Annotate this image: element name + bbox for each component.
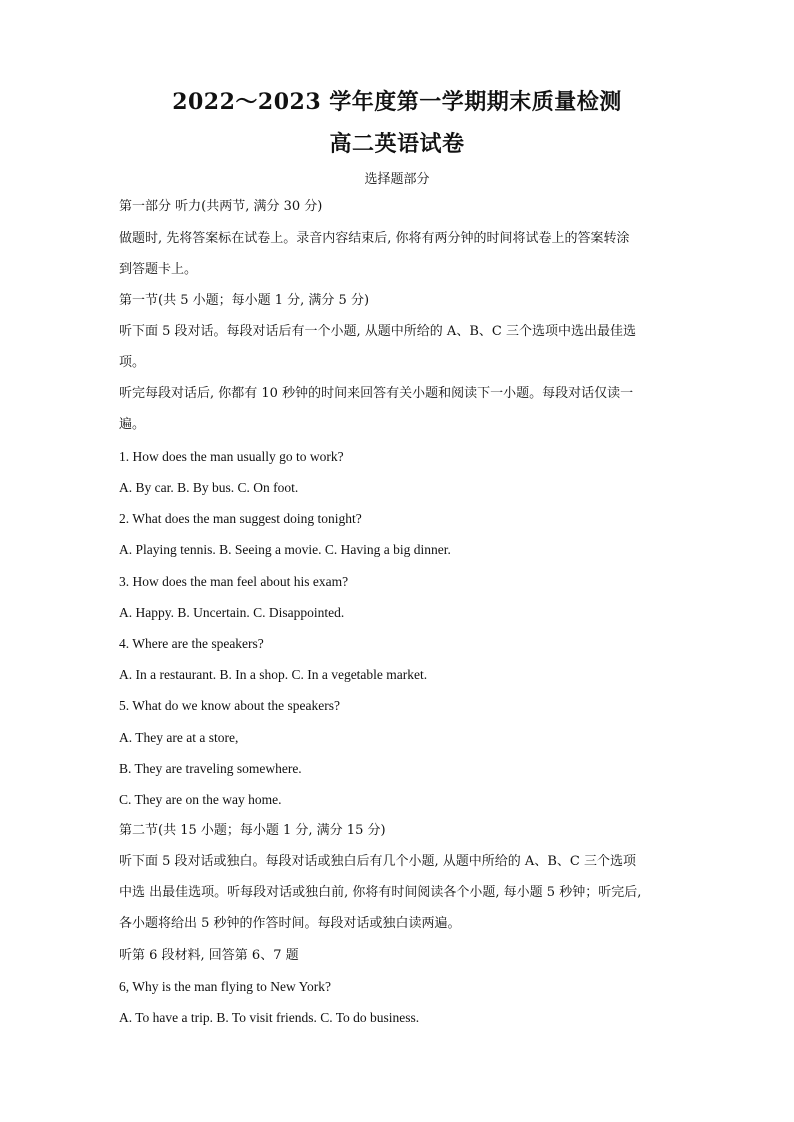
question-5-option-a: A. They are at a store, (119, 730, 239, 745)
section-heading: 选择题部分 (364, 172, 430, 187)
question-6: 6, Why is the man flying to New York? (119, 979, 331, 994)
question-5-option-b: B. They are traveling somewhere. (119, 761, 302, 776)
instruction-line: 遍。 (119, 417, 146, 432)
instruction-line: 到答题卡上。 (119, 262, 198, 277)
material-6-heading: 听第 6 段材料, 回答第 6、7 题 (119, 948, 299, 963)
question-2-options: A. Playing tennis. B. Seeing a movie. C. Having a big dinner. (119, 542, 451, 557)
section1-heading: 第一节(共 5 小题；每小题 1 分, 满分 5 分) (119, 293, 370, 308)
question-3: 3. How does the man feel about his exam? (119, 574, 349, 589)
question-4-options: A. In a restaurant. B. In a shop. C. In a vegetable market. (119, 667, 428, 682)
instruction-line: 各小题将给出 5 秒钟的作答时间。每段对话或独白读两遍。 (119, 916, 461, 931)
question-2: 2. What does the man suggest doing tonight? (119, 511, 362, 526)
exam-subtitle: 高二英语试卷 (329, 131, 465, 157)
question-5: 5. What do we know about the speakers? (119, 698, 340, 713)
section2-heading: 第二节(共 15 小题；每小题 1 分, 满分 15 分) (119, 823, 386, 838)
instruction-line: 做题时, 先将答案标在试卷上。录音内容结束后, 你将有两分钟的时间将试卷上的答案转涂 (119, 231, 630, 246)
instruction-line: 听下面 5 段对话。每段对话后有一个小题, 从题中所给的 A、B、C 三个选项中选出最佳选 (119, 324, 636, 339)
instruction-line: 听完每段对话后, 你都有 10 秒钟的时间来回答有关小题和阅读下一小题。每段对话仅读一 (119, 386, 634, 401)
question-4: 4. Where are the speakers? (119, 636, 264, 651)
part1-heading: 第一部分 听力(共两节, 满分 30 分) (119, 199, 323, 214)
question-5-option-c: C. They are on the way home. (119, 792, 282, 807)
question-1-options: A. By car. B. By bus. C. On foot. (119, 480, 299, 495)
exam-title: 2022～2023 学年度第一学期期末质量检测 (172, 89, 622, 115)
instruction-line: 听下面 5 段对话或独白。每段对话或独白后有几个小题, 从题中所给的 A、B、C 三个选项 (119, 854, 636, 869)
instruction-line: 中选 出最佳选项。听每段对话或独白前, 你将有时间阅读各个小题, 每小题 5 秒钟；听完后, (119, 885, 642, 900)
question-6-options: A. To have a trip. B. To visit friends. C. To do business. (119, 1010, 420, 1025)
question-1: 1. How does the man usually go to work? (119, 449, 344, 464)
instruction-line: 项。 (119, 355, 146, 370)
question-3-options: A. Happy. B. Uncertain. C. Disappointed. (119, 605, 345, 620)
